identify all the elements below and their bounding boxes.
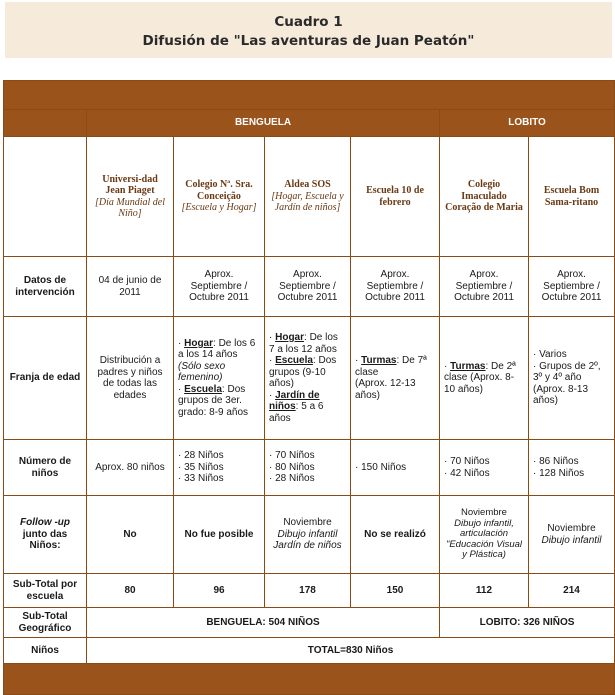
institution-note: [Escuela y Hogar] — [181, 202, 257, 214]
subtotal-cell: 178 — [265, 574, 351, 608]
followup-activity: Jardín de niños — [273, 540, 342, 552]
followup-label: Follow -up — [20, 517, 70, 529]
followup-month: Noviembre — [461, 507, 507, 519]
date-cell: Aprox. Septiembre / Octubre 2011 — [351, 257, 440, 317]
top-band-cell — [4, 81, 615, 110]
region-lobito: LOBITO — [440, 110, 615, 137]
caption-number: Cuadro 1 — [274, 14, 343, 30]
subtotal-cell: 112 — [440, 574, 529, 608]
count-cell — [265, 440, 351, 496]
row-label-subtotal: Sub-Total por escuela — [4, 574, 87, 608]
age-group-text: : De los 7 a los 12 años — [269, 332, 338, 355]
date-cell: Aprox. Septiembre / Octubre 2011 — [265, 257, 351, 317]
age-group-label: Hogar — [184, 337, 214, 349]
age-cell: · Hogar: De los 6 a los 14 años (Sólo sexo femenino) · Escuela: Dos grupos de 3er. grado: 8-9 años — [174, 317, 265, 440]
geo-benguela: BENGUELA: 504 NIÑOS — [87, 608, 440, 638]
institution-corner — [4, 137, 87, 257]
subtotal-cell: 214 — [529, 574, 615, 608]
age-group-text: : De 7ª clase — [355, 355, 427, 378]
row-label-geo: Sub-Total Geográfico — [4, 608, 87, 638]
institution-name: Aldea SOS — [284, 179, 331, 191]
institution-aldea-sos — [265, 137, 351, 257]
followup-cell: No — [87, 496, 174, 574]
region-corner — [4, 110, 87, 137]
age-line: · Grupos de 2º, 3º y 4º año — [533, 360, 601, 384]
region-benguela: BENGUELA — [87, 110, 440, 137]
age-group-label: Jardín de niños — [269, 389, 320, 412]
age-group-note: (Sólo sexo femenino) — [178, 360, 226, 384]
institution-note: [Hogar, Escuela y Jardín de niños] — [271, 190, 344, 214]
count-line: · 80 Niños — [269, 461, 315, 473]
followup-cell: No fue posible — [174, 496, 265, 574]
table-caption — [5, 2, 612, 58]
count-line: · 33 Niños — [178, 473, 224, 485]
subtotal-row — [4, 574, 615, 608]
date-cell: Aprox. Septiembre / Octubre 2011 — [440, 257, 529, 317]
row-label-dates: Datos de intervención — [4, 257, 87, 317]
row-label-children: Número de niños — [4, 440, 87, 496]
region-header-row — [4, 110, 615, 137]
row-label-age: Franja de edad — [4, 317, 87, 440]
caption-title: Difusión de "Las aventuras de Juan Peatón" — [142, 33, 475, 49]
followup-activity: Dibujo infantil — [541, 534, 602, 546]
age-cell: · Turmas: De 2ª clase (Aprox. 8-10 años) — [440, 317, 529, 440]
count-line: · 86 Niños — [533, 456, 579, 467]
age-cell: · Hogar: De los 7 a los 12 años · Escuela: Dos grupos (9-10 años) · Jardín de niños: 5 a 6 años — [265, 317, 351, 440]
count-line: · 28 Niños — [178, 450, 224, 462]
bottom-band — [4, 664, 615, 695]
top-band — [4, 81, 615, 110]
grand-total: TOTAL=830 Niños — [87, 638, 615, 664]
count-line: · 35 Niños — [178, 461, 224, 473]
institution-name: Colegio Nª. Sra. Conceição — [185, 179, 253, 202]
followup-month: Noviembre — [283, 517, 332, 529]
followup-cell — [529, 496, 615, 574]
institution-name: Escuela 10 de febrero — [366, 185, 424, 208]
date-cell: Aprox. Septiembre / Octubre 2011 — [174, 257, 265, 317]
subtotal-cell: 80 — [87, 574, 174, 608]
followup-cell — [265, 496, 351, 574]
dates-row — [4, 257, 615, 317]
children-count-row — [4, 440, 615, 496]
total-row — [4, 638, 615, 664]
age-group-label: Hogar — [275, 332, 305, 343]
institution-escuela-10-febrero — [351, 137, 440, 257]
age-group-text: : Dos grupos de 3er. grado: 8-9 años — [178, 383, 249, 418]
age-group-label: Escuela — [275, 355, 313, 366]
date-cell: 04 de junio de 2011 — [87, 257, 174, 317]
count-cell — [529, 440, 615, 496]
age-group-text: : De los 6 a los 14 años — [178, 337, 256, 361]
age-group-text: : De 2ª clase (Aprox. 8-10 años) — [444, 360, 516, 395]
institution-name: Escuela Bom Sama-ritano — [543, 185, 600, 208]
subtotal-cell: 96 — [174, 574, 265, 608]
institution-note: [Día Mundial del Niño] — [95, 196, 165, 219]
age-group-range: (Aprox. 12-13 años) — [355, 378, 416, 401]
date-cell: Aprox. Septiembre / Octubre 2011 — [529, 257, 615, 317]
row-label-total: Niños — [4, 638, 87, 664]
institution-name: Colegio Imaculado Coração de Maria — [445, 179, 523, 214]
institution-name: Universi-dad Jean Piaget — [102, 173, 158, 196]
count-line: · 42 Niños — [444, 467, 490, 479]
count-line: · 28 Niños — [269, 473, 315, 485]
distribution-table — [3, 80, 615, 695]
age-cell: · Turmas: De 7ª clase (Aprox. 12-13 años) — [351, 317, 440, 440]
age-group-text: : 5 a 6 años — [269, 401, 324, 424]
age-group-text: : Dos grupos (9-10 años) — [269, 355, 337, 389]
age-row — [4, 317, 615, 440]
age-line: (Aprox. 8-13 años) — [533, 383, 589, 407]
followup-month: Noviembre — [547, 523, 596, 534]
institution-conceicao — [174, 137, 265, 257]
institution-row — [4, 137, 615, 257]
followup-cell: No se realizó — [351, 496, 440, 574]
followup-activity: Dibujo infantil — [277, 528, 338, 540]
subtotal-cell: 150 — [351, 574, 440, 608]
institution-jean-piaget — [87, 137, 174, 257]
followup-label-rest: junto das Niños: — [22, 528, 68, 552]
institution-imaculado — [440, 137, 529, 257]
followup-activity: Dibujo infantil, articulación "Educación Visual y Plástica) — [445, 517, 523, 561]
age-group-label: Turmas — [450, 360, 486, 372]
bottom-band-cell — [4, 664, 615, 695]
count-line: · 128 Niños — [533, 467, 585, 479]
row-label-followup — [4, 496, 87, 574]
count-cell — [174, 440, 265, 496]
geo-lobito: LOBITO: 326 NIÑOS — [440, 608, 615, 638]
geo-subtotal-row — [4, 608, 615, 638]
count-cell — [440, 440, 529, 496]
age-group-label: Escuela — [184, 383, 222, 395]
age-group-label: Turmas — [361, 355, 397, 366]
age-cell: Distribución a padres y niños de todas las edades — [87, 317, 174, 440]
count-line: · 70 Niños — [444, 456, 490, 467]
age-cell — [529, 317, 615, 440]
followup-cell — [440, 496, 529, 574]
institution-bom-samaritano — [529, 137, 615, 257]
count-cell: · 150 Niños — [351, 440, 440, 496]
count-line: · 70 Niños — [269, 450, 315, 462]
count-cell: Aprox. 80 niños — [87, 440, 174, 496]
followup-row — [4, 496, 615, 574]
age-line: · Varios — [533, 349, 567, 361]
